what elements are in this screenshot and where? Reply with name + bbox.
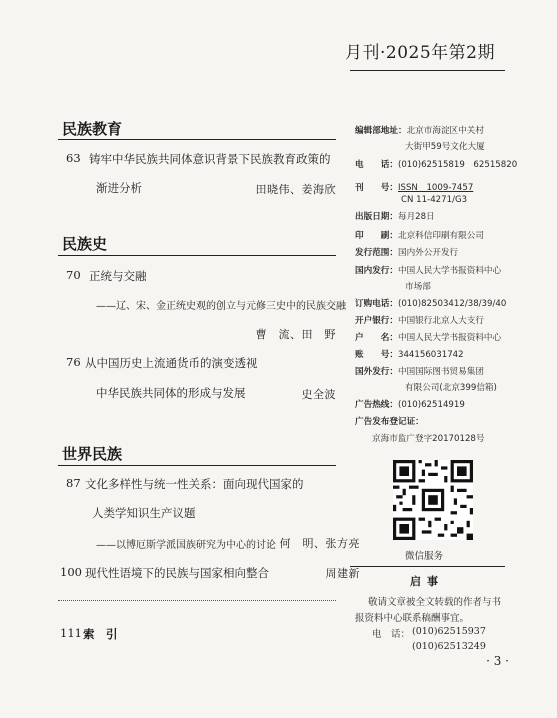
article-number: 76 [66, 355, 81, 369]
foreign-value: 中国国际图书贸易集团 [397, 367, 484, 377]
notice-line: 敬请文章被全文转载的作者与书 [368, 597, 502, 608]
article-author: 曹 流、田 野 [255, 328, 336, 341]
print-label: 印 刷： [355, 231, 398, 241]
article-number: 87 [66, 476, 81, 490]
section-divider [58, 465, 336, 466]
article-author: 周建新 [325, 567, 360, 580]
page-number: · 3 · [486, 654, 509, 668]
adreg-row [355, 415, 424, 427]
account-name-value: 中国人民大学书报资料中心 [397, 333, 502, 343]
qr-label: 微信服务 [405, 551, 444, 562]
domestic-value-cont: 市场部 [405, 282, 431, 292]
foreign-value-cont: 有限公司(北京399信箱) [405, 383, 497, 393]
print-row [355, 229, 484, 241]
qr-code[interactable] [393, 460, 473, 540]
section-title-history: 民族史 [62, 235, 108, 253]
article-subtitle: ——辽、宋、金正统史观的创立与元修三史中的民族交融 [96, 301, 346, 312]
notice-title: 启事 [410, 575, 444, 588]
article-title-line[interactable]: 中华民族共同体的形成与发展 [96, 386, 246, 400]
date-row [355, 210, 435, 222]
scope-row [355, 246, 458, 258]
date-value: 每月28日 [397, 212, 435, 222]
account-row [355, 348, 464, 360]
order-value: (010)82503412/38/39/40 [397, 299, 507, 309]
editor-address-value: 北京市海淀区中关村 [406, 126, 484, 136]
article-subtitle: ——以博厄斯学派国族研究为中心的讨论 [96, 540, 276, 551]
index-number: 111 [60, 626, 82, 640]
article-number: 100 [60, 565, 82, 579]
article-author: 史全波 [301, 388, 336, 401]
adreg-value: 京海市监广登字20170128号 [372, 434, 485, 444]
section-divider [58, 255, 336, 256]
account-name-label: 户 名： [355, 333, 398, 343]
notice-line: 报资料中心联系稿酬事宜。 [355, 613, 470, 624]
account-label: 账 号： [355, 350, 398, 360]
account-name-row [355, 331, 501, 343]
issn-value: ISSN 1009-7457 [397, 183, 474, 193]
domestic-label: 国内发行： [355, 266, 398, 276]
domestic-value: 中国人民大学书报资料中心 [397, 266, 502, 276]
editor-address-cont: 大街甲59号文化大厦 [405, 142, 485, 152]
article-number: 70 [66, 268, 81, 282]
ad-value: (010)62514919 [397, 400, 465, 410]
qr-code-icon [393, 460, 473, 540]
index-divider [58, 600, 336, 601]
article-title-line[interactable]: 铸牢中华民族共同体意识背景下民族教育政策的 [89, 152, 331, 166]
section-title-world: 世界民族 [62, 445, 123, 463]
article-title-line[interactable]: 渐进分析 [96, 181, 142, 195]
article-author: 田晓伟、姜海欣 [255, 183, 336, 196]
scope-label: 发行范围： [355, 248, 398, 258]
notice-phone-label: 电 话： [372, 629, 411, 640]
editor-address [355, 124, 484, 136]
editor-address-label: 编辑部地址： [355, 126, 407, 136]
order-row [355, 297, 506, 309]
scope-value: 国内外公开发行 [397, 248, 459, 258]
header-divider [350, 70, 505, 71]
domestic-row [355, 264, 501, 276]
article-author: 何 明、张方亮 [279, 537, 360, 550]
section-title-education: 民族教育 [62, 120, 123, 138]
article-number: 63 [66, 151, 81, 165]
foreign-row [355, 365, 484, 377]
article-title-line[interactable]: 从中国历史上流通货币的演变透视 [85, 356, 258, 370]
issue-title: 月刊·2025年第2期 [345, 43, 495, 63]
section-divider [58, 139, 336, 140]
phone-row [355, 158, 517, 170]
article-title-line[interactable]: 现代性语境下的民族与国家相向整合 [85, 566, 269, 580]
cn-value: CN 11-4271/G3 [401, 195, 468, 205]
account-value: 344156031742 [397, 350, 464, 360]
ad-row [355, 398, 465, 410]
bank-row [355, 314, 484, 326]
print-value: 北京科信印刷有限公司 [397, 231, 484, 241]
article-title-line[interactable]: 人类学知识生产议题 [92, 506, 196, 520]
phone-label: 电 话： [355, 160, 398, 170]
journal-row [355, 181, 473, 193]
phone-value: (010)62515819 62515820 [397, 160, 518, 170]
article-title-line[interactable]: 文化多样性与统一性关系：面向现代国家的 [85, 477, 304, 491]
notice-phone: (010)62515937 [412, 626, 486, 637]
article-title-line[interactable]: 正统与交融 [89, 269, 147, 283]
journal-label: 刊 号： [355, 183, 398, 193]
notice-divider [350, 566, 505, 567]
date-label: 出版日期： [355, 212, 398, 222]
ad-label: 广告热线： [355, 400, 398, 410]
bank-label: 开户银行： [355, 316, 398, 326]
index-label[interactable]: 索 引 [83, 627, 118, 641]
notice-phone: (010)62513249 [412, 641, 486, 652]
order-label: 订购电话： [355, 299, 398, 309]
adreg-label: 广告发布登记证： [355, 417, 424, 427]
bank-value: 中国银行北京人大支行 [397, 316, 484, 326]
foreign-label: 国外发行： [355, 367, 398, 377]
